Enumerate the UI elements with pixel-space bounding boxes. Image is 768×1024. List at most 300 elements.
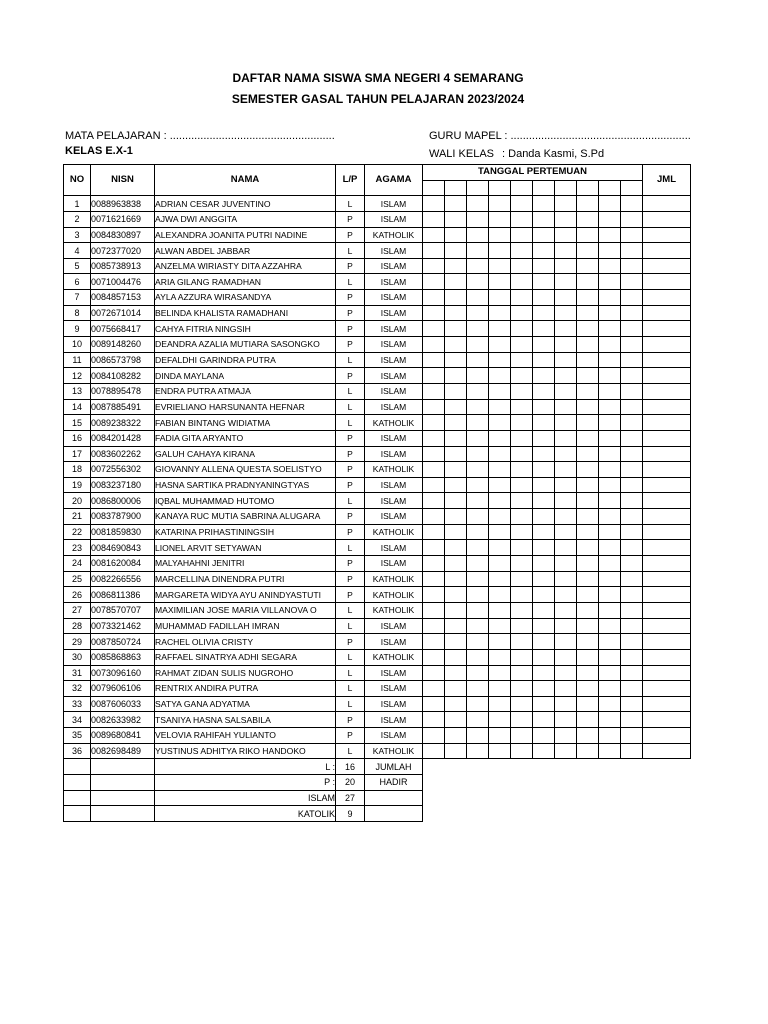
attendance-cell[interactable] — [555, 243, 577, 259]
attendance-cell[interactable] — [511, 446, 533, 462]
attendance-cell[interactable] — [577, 337, 599, 353]
attendance-cell[interactable] — [621, 634, 643, 650]
attendance-cell[interactable] — [489, 430, 511, 446]
attendance-cell[interactable] — [467, 462, 489, 478]
attendance-cell[interactable] — [511, 274, 533, 290]
attendance-cell[interactable] — [467, 493, 489, 509]
attendance-cell[interactable] — [533, 305, 555, 321]
attendance-cell[interactable] — [467, 540, 489, 556]
attendance-total-cell[interactable] — [643, 602, 691, 618]
attendance-cell[interactable] — [555, 509, 577, 525]
attendance-cell[interactable] — [511, 540, 533, 556]
attendance-cell[interactable] — [467, 305, 489, 321]
attendance-cell[interactable] — [533, 493, 555, 509]
attendance-total-cell[interactable] — [643, 618, 691, 634]
attendance-cell[interactable] — [577, 305, 599, 321]
attendance-cell[interactable] — [423, 728, 445, 744]
attendance-cell[interactable] — [555, 540, 577, 556]
attendance-cell[interactable] — [599, 415, 621, 431]
attendance-cell[interactable] — [445, 540, 467, 556]
attendance-cell[interactable] — [599, 368, 621, 384]
attendance-cell[interactable] — [555, 321, 577, 337]
attendance-total-cell[interactable] — [643, 415, 691, 431]
attendance-cell[interactable] — [577, 649, 599, 665]
attendance-cell[interactable] — [467, 728, 489, 744]
attendance-cell[interactable] — [621, 728, 643, 744]
attendance-cell[interactable] — [621, 368, 643, 384]
attendance-cell[interactable] — [621, 509, 643, 525]
attendance-cell[interactable] — [489, 634, 511, 650]
attendance-total-cell[interactable] — [643, 696, 691, 712]
attendance-cell[interactable] — [467, 524, 489, 540]
attendance-cell[interactable] — [555, 696, 577, 712]
attendance-total-cell[interactable] — [643, 556, 691, 572]
attendance-cell[interactable] — [511, 696, 533, 712]
attendance-cell[interactable] — [555, 290, 577, 306]
attendance-cell[interactable] — [555, 728, 577, 744]
attendance-total-cell[interactable] — [643, 728, 691, 744]
attendance-cell[interactable] — [489, 556, 511, 572]
attendance-cell[interactable] — [599, 743, 621, 759]
attendance-cell[interactable] — [577, 227, 599, 243]
attendance-cell[interactable] — [489, 462, 511, 478]
attendance-cell[interactable] — [555, 477, 577, 493]
attendance-cell[interactable] — [555, 211, 577, 227]
attendance-cell[interactable] — [445, 430, 467, 446]
attendance-cell[interactable] — [577, 556, 599, 572]
attendance-cell[interactable] — [533, 649, 555, 665]
attendance-cell[interactable] — [445, 321, 467, 337]
attendance-cell[interactable] — [577, 728, 599, 744]
attendance-cell[interactable] — [445, 665, 467, 681]
attendance-cell[interactable] — [445, 524, 467, 540]
attendance-cell[interactable] — [445, 728, 467, 744]
attendance-total-cell[interactable] — [643, 227, 691, 243]
attendance-cell[interactable] — [533, 587, 555, 603]
attendance-cell[interactable] — [555, 587, 577, 603]
attendance-cell[interactable] — [467, 258, 489, 274]
attendance-cell[interactable] — [533, 618, 555, 634]
attendance-cell[interactable] — [423, 493, 445, 509]
attendance-cell[interactable] — [621, 305, 643, 321]
attendance-cell[interactable] — [423, 430, 445, 446]
attendance-cell[interactable] — [533, 743, 555, 759]
attendance-cell[interactable] — [511, 196, 533, 212]
attendance-cell[interactable] — [621, 196, 643, 212]
attendance-total-cell[interactable] — [643, 368, 691, 384]
attendance-cell[interactable] — [599, 587, 621, 603]
attendance-cell[interactable] — [555, 430, 577, 446]
attendance-total-cell[interactable] — [643, 243, 691, 259]
attendance-cell[interactable] — [489, 258, 511, 274]
attendance-total-cell[interactable] — [643, 337, 691, 353]
attendance-cell[interactable] — [533, 524, 555, 540]
attendance-cell[interactable] — [577, 743, 599, 759]
attendance-cell[interactable] — [555, 446, 577, 462]
attendance-cell[interactable] — [489, 415, 511, 431]
attendance-cell[interactable] — [555, 352, 577, 368]
attendance-cell[interactable] — [489, 243, 511, 259]
attendance-cell[interactable] — [621, 712, 643, 728]
attendance-cell[interactable] — [599, 462, 621, 478]
attendance-cell[interactable] — [511, 352, 533, 368]
attendance-cell[interactable] — [489, 743, 511, 759]
attendance-cell[interactable] — [445, 337, 467, 353]
attendance-cell[interactable] — [467, 665, 489, 681]
attendance-total-cell[interactable] — [643, 430, 691, 446]
attendance-cell[interactable] — [467, 649, 489, 665]
attendance-cell[interactable] — [577, 430, 599, 446]
attendance-cell[interactable] — [511, 430, 533, 446]
attendance-cell[interactable] — [511, 556, 533, 572]
attendance-cell[interactable] — [467, 618, 489, 634]
attendance-cell[interactable] — [511, 462, 533, 478]
attendance-cell[interactable] — [599, 524, 621, 540]
attendance-cell[interactable] — [423, 399, 445, 415]
attendance-cell[interactable] — [467, 321, 489, 337]
attendance-cell[interactable] — [445, 243, 467, 259]
attendance-cell[interactable] — [423, 649, 445, 665]
attendance-cell[interactable] — [467, 227, 489, 243]
attendance-cell[interactable] — [423, 571, 445, 587]
attendance-cell[interactable] — [511, 243, 533, 259]
attendance-cell[interactable] — [621, 399, 643, 415]
attendance-cell[interactable] — [489, 337, 511, 353]
attendance-cell[interactable] — [511, 728, 533, 744]
attendance-cell[interactable] — [533, 383, 555, 399]
attendance-cell[interactable] — [533, 728, 555, 744]
attendance-cell[interactable] — [511, 649, 533, 665]
attendance-total-cell[interactable] — [643, 446, 691, 462]
attendance-cell[interactable] — [621, 383, 643, 399]
attendance-cell[interactable] — [599, 649, 621, 665]
attendance-cell[interactable] — [577, 696, 599, 712]
attendance-cell[interactable] — [555, 634, 577, 650]
attendance-cell[interactable] — [533, 368, 555, 384]
attendance-cell[interactable] — [445, 477, 467, 493]
attendance-cell[interactable] — [423, 712, 445, 728]
attendance-cell[interactable] — [423, 321, 445, 337]
attendance-cell[interactable] — [511, 368, 533, 384]
attendance-cell[interactable] — [533, 415, 555, 431]
attendance-cell[interactable] — [423, 681, 445, 697]
attendance-cell[interactable] — [599, 352, 621, 368]
attendance-cell[interactable] — [555, 258, 577, 274]
attendance-cell[interactable] — [489, 618, 511, 634]
attendance-cell[interactable] — [467, 211, 489, 227]
attendance-cell[interactable] — [445, 712, 467, 728]
attendance-cell[interactable] — [445, 509, 467, 525]
attendance-cell[interactable] — [555, 462, 577, 478]
attendance-cell[interactable] — [489, 681, 511, 697]
attendance-cell[interactable] — [489, 587, 511, 603]
attendance-cell[interactable] — [445, 556, 467, 572]
attendance-cell[interactable] — [577, 540, 599, 556]
attendance-cell[interactable] — [533, 196, 555, 212]
attendance-cell[interactable] — [533, 290, 555, 306]
attendance-cell[interactable] — [599, 196, 621, 212]
attendance-cell[interactable] — [445, 634, 467, 650]
attendance-cell[interactable] — [533, 352, 555, 368]
attendance-cell[interactable] — [577, 571, 599, 587]
attendance-cell[interactable] — [577, 383, 599, 399]
attendance-cell[interactable] — [423, 587, 445, 603]
attendance-cell[interactable] — [467, 274, 489, 290]
attendance-total-cell[interactable] — [643, 477, 691, 493]
attendance-total-cell[interactable] — [643, 509, 691, 525]
attendance-cell[interactable] — [555, 399, 577, 415]
attendance-cell[interactable] — [599, 305, 621, 321]
attendance-cell[interactable] — [599, 274, 621, 290]
attendance-cell[interactable] — [423, 524, 445, 540]
attendance-cell[interactable] — [555, 602, 577, 618]
attendance-cell[interactable] — [423, 243, 445, 259]
attendance-cell[interactable] — [489, 509, 511, 525]
attendance-cell[interactable] — [555, 743, 577, 759]
attendance-cell[interactable] — [423, 477, 445, 493]
attendance-cell[interactable] — [467, 290, 489, 306]
attendance-cell[interactable] — [489, 446, 511, 462]
attendance-cell[interactable] — [511, 415, 533, 431]
attendance-cell[interactable] — [489, 383, 511, 399]
attendance-total-cell[interactable] — [643, 493, 691, 509]
attendance-cell[interactable] — [621, 446, 643, 462]
attendance-cell[interactable] — [599, 430, 621, 446]
attendance-cell[interactable] — [423, 540, 445, 556]
attendance-cell[interactable] — [577, 211, 599, 227]
attendance-cell[interactable] — [621, 681, 643, 697]
attendance-cell[interactable] — [467, 509, 489, 525]
attendance-cell[interactable] — [599, 243, 621, 259]
attendance-cell[interactable] — [577, 243, 599, 259]
attendance-cell[interactable] — [467, 430, 489, 446]
attendance-total-cell[interactable] — [643, 587, 691, 603]
attendance-cell[interactable] — [621, 524, 643, 540]
attendance-cell[interactable] — [511, 290, 533, 306]
attendance-cell[interactable] — [533, 211, 555, 227]
attendance-cell[interactable] — [577, 290, 599, 306]
attendance-cell[interactable] — [489, 665, 511, 681]
attendance-cell[interactable] — [577, 321, 599, 337]
attendance-cell[interactable] — [445, 587, 467, 603]
attendance-cell[interactable] — [445, 462, 467, 478]
attendance-cell[interactable] — [621, 352, 643, 368]
attendance-cell[interactable] — [489, 696, 511, 712]
attendance-cell[interactable] — [599, 227, 621, 243]
attendance-cell[interactable] — [445, 305, 467, 321]
attendance-cell[interactable] — [489, 274, 511, 290]
attendance-cell[interactable] — [467, 681, 489, 697]
attendance-cell[interactable] — [555, 618, 577, 634]
attendance-total-cell[interactable] — [643, 290, 691, 306]
attendance-cell[interactable] — [621, 290, 643, 306]
attendance-cell[interactable] — [599, 211, 621, 227]
attendance-cell[interactable] — [445, 227, 467, 243]
attendance-cell[interactable] — [599, 602, 621, 618]
attendance-cell[interactable] — [467, 243, 489, 259]
attendance-cell[interactable] — [555, 681, 577, 697]
attendance-cell[interactable] — [511, 305, 533, 321]
attendance-cell[interactable] — [621, 274, 643, 290]
attendance-cell[interactable] — [577, 618, 599, 634]
attendance-total-cell[interactable] — [643, 383, 691, 399]
attendance-cell[interactable] — [533, 477, 555, 493]
attendance-cell[interactable] — [489, 290, 511, 306]
attendance-total-cell[interactable] — [643, 665, 691, 681]
attendance-cell[interactable] — [533, 430, 555, 446]
attendance-cell[interactable] — [577, 274, 599, 290]
attendance-cell[interactable] — [599, 258, 621, 274]
attendance-cell[interactable] — [511, 587, 533, 603]
attendance-cell[interactable] — [577, 368, 599, 384]
attendance-cell[interactable] — [423, 665, 445, 681]
attendance-cell[interactable] — [423, 352, 445, 368]
attendance-cell[interactable] — [555, 712, 577, 728]
attendance-cell[interactable] — [555, 368, 577, 384]
attendance-cell[interactable] — [621, 415, 643, 431]
attendance-cell[interactable] — [621, 258, 643, 274]
attendance-cell[interactable] — [467, 571, 489, 587]
attendance-cell[interactable] — [423, 415, 445, 431]
attendance-cell[interactable] — [423, 556, 445, 572]
attendance-cell[interactable] — [599, 618, 621, 634]
attendance-cell[interactable] — [489, 728, 511, 744]
attendance-cell[interactable] — [533, 462, 555, 478]
attendance-cell[interactable] — [511, 227, 533, 243]
attendance-cell[interactable] — [621, 696, 643, 712]
attendance-cell[interactable] — [445, 274, 467, 290]
attendance-cell[interactable] — [511, 712, 533, 728]
attendance-cell[interactable] — [533, 696, 555, 712]
attendance-cell[interactable] — [445, 571, 467, 587]
attendance-cell[interactable] — [423, 274, 445, 290]
attendance-cell[interactable] — [423, 446, 445, 462]
attendance-cell[interactable] — [489, 649, 511, 665]
attendance-total-cell[interactable] — [643, 305, 691, 321]
attendance-cell[interactable] — [423, 618, 445, 634]
attendance-cell[interactable] — [555, 415, 577, 431]
attendance-cell[interactable] — [489, 211, 511, 227]
attendance-total-cell[interactable] — [643, 649, 691, 665]
attendance-cell[interactable] — [423, 211, 445, 227]
attendance-cell[interactable] — [577, 415, 599, 431]
attendance-cell[interactable] — [489, 712, 511, 728]
attendance-cell[interactable] — [445, 493, 467, 509]
attendance-cell[interactable] — [555, 196, 577, 212]
attendance-cell[interactable] — [467, 696, 489, 712]
attendance-cell[interactable] — [445, 649, 467, 665]
attendance-cell[interactable] — [555, 665, 577, 681]
attendance-cell[interactable] — [533, 681, 555, 697]
attendance-cell[interactable] — [423, 634, 445, 650]
attendance-total-cell[interactable] — [643, 681, 691, 697]
attendance-cell[interactable] — [423, 227, 445, 243]
attendance-cell[interactable] — [445, 196, 467, 212]
attendance-cell[interactable] — [533, 540, 555, 556]
attendance-cell[interactable] — [599, 665, 621, 681]
attendance-cell[interactable] — [599, 383, 621, 399]
attendance-total-cell[interactable] — [643, 352, 691, 368]
attendance-cell[interactable] — [533, 556, 555, 572]
attendance-cell[interactable] — [445, 211, 467, 227]
attendance-cell[interactable] — [489, 321, 511, 337]
attendance-cell[interactable] — [621, 556, 643, 572]
attendance-cell[interactable] — [621, 462, 643, 478]
attendance-cell[interactable] — [599, 728, 621, 744]
attendance-cell[interactable] — [489, 227, 511, 243]
attendance-cell[interactable] — [621, 321, 643, 337]
attendance-cell[interactable] — [577, 196, 599, 212]
attendance-cell[interactable] — [555, 227, 577, 243]
attendance-cell[interactable] — [467, 368, 489, 384]
attendance-cell[interactable] — [599, 399, 621, 415]
attendance-cell[interactable] — [445, 681, 467, 697]
attendance-cell[interactable] — [511, 383, 533, 399]
attendance-cell[interactable] — [423, 462, 445, 478]
attendance-cell[interactable] — [423, 696, 445, 712]
attendance-cell[interactable] — [467, 352, 489, 368]
attendance-cell[interactable] — [467, 399, 489, 415]
attendance-cell[interactable] — [621, 227, 643, 243]
attendance-cell[interactable] — [621, 618, 643, 634]
attendance-cell[interactable] — [423, 383, 445, 399]
attendance-total-cell[interactable] — [643, 211, 691, 227]
attendance-cell[interactable] — [489, 493, 511, 509]
attendance-cell[interactable] — [555, 383, 577, 399]
attendance-cell[interactable] — [423, 337, 445, 353]
attendance-cell[interactable] — [423, 509, 445, 525]
attendance-cell[interactable] — [533, 321, 555, 337]
attendance-total-cell[interactable] — [643, 399, 691, 415]
attendance-cell[interactable] — [467, 337, 489, 353]
attendance-cell[interactable] — [533, 337, 555, 353]
attendance-cell[interactable] — [577, 587, 599, 603]
attendance-cell[interactable] — [423, 196, 445, 212]
attendance-cell[interactable] — [533, 712, 555, 728]
attendance-cell[interactable] — [533, 509, 555, 525]
attendance-cell[interactable] — [599, 712, 621, 728]
attendance-cell[interactable] — [467, 602, 489, 618]
attendance-cell[interactable] — [555, 337, 577, 353]
attendance-cell[interactable] — [423, 290, 445, 306]
attendance-cell[interactable] — [489, 524, 511, 540]
attendance-cell[interactable] — [467, 477, 489, 493]
attendance-cell[interactable] — [621, 430, 643, 446]
attendance-cell[interactable] — [445, 446, 467, 462]
attendance-cell[interactable] — [489, 602, 511, 618]
attendance-cell[interactable] — [577, 399, 599, 415]
attendance-cell[interactable] — [577, 665, 599, 681]
attendance-cell[interactable] — [555, 274, 577, 290]
attendance-cell[interactable] — [423, 743, 445, 759]
attendance-cell[interactable] — [511, 681, 533, 697]
attendance-cell[interactable] — [555, 571, 577, 587]
attendance-cell[interactable] — [533, 446, 555, 462]
attendance-cell[interactable] — [511, 743, 533, 759]
attendance-cell[interactable] — [621, 477, 643, 493]
attendance-cell[interactable] — [533, 571, 555, 587]
attendance-cell[interactable] — [599, 493, 621, 509]
attendance-cell[interactable] — [555, 556, 577, 572]
attendance-cell[interactable] — [599, 696, 621, 712]
attendance-cell[interactable] — [599, 556, 621, 572]
attendance-cell[interactable] — [467, 712, 489, 728]
attendance-cell[interactable] — [467, 634, 489, 650]
attendance-cell[interactable] — [445, 258, 467, 274]
attendance-cell[interactable] — [621, 743, 643, 759]
attendance-cell[interactable] — [555, 305, 577, 321]
attendance-cell[interactable] — [599, 571, 621, 587]
